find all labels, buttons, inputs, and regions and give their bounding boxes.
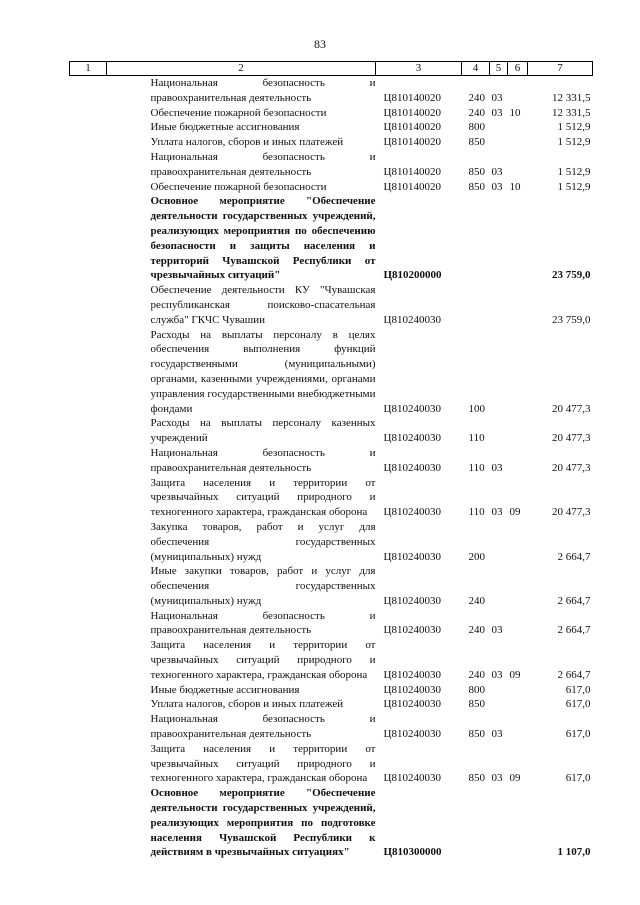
table-row [70,120,593,135]
row-subsection: 10 [509,180,521,193]
row-amount: 23 759,0 [552,313,591,326]
row-code: Ц810240030 [383,624,441,637]
row-section [490,697,508,712]
row-name: Национальная безопасность и правоохранительная деятельность [150,713,376,741]
row-subsection: 09 [509,506,521,519]
row-name: Расходы на выплаты персоналу казенных учреждений [150,417,376,445]
row-code: Ц810140020 [383,106,441,119]
row-name: Обеспечение пожарной безопасности [150,106,327,119]
row-spacer [70,564,107,608]
table-row [70,328,593,417]
table-row [70,786,593,860]
row-subsection [508,446,528,476]
row-spacer [70,76,107,106]
row-expense-type: 800 [468,121,485,134]
row-section [490,135,508,150]
table-row [70,180,593,195]
row-code: Ц810240030 [383,550,441,563]
row-name: Основное мероприятие "Обеспечение деятельности государственных учреждений, реализующих мероприятия по обеспечению безопасности и защиты населения и территорий Чувашской Республики от чрезвычайных ситуаций" [150,195,376,282]
row-section [490,786,508,860]
row-spacer [70,106,107,121]
row-subsection [508,135,528,150]
row-expense-type: 240 [468,668,485,681]
row-section: 03 [491,165,503,178]
table-row [70,194,593,283]
row-expense-type [462,283,490,327]
row-expense-type: 240 [468,594,485,607]
row-expense-type: 240 [468,624,485,637]
row-code: Ц810240030 [383,772,441,785]
table-row [70,520,593,564]
column-number: 1 [70,62,107,76]
row-name: Защита населения и территории от чрезвычайных ситуаций природного и техногенного характера, гражданская оборона [150,476,376,519]
row-amount: 20 477,3 [552,461,591,474]
row-spacer [70,135,107,150]
table-row [70,106,593,121]
row-spacer [70,609,107,639]
row-subsection [508,520,528,564]
row-expense-type: 850 [468,728,485,741]
row-expense-type: 240 [468,106,485,119]
row-section [490,520,508,564]
row-subsection [508,194,528,283]
row-spacer [70,697,107,712]
row-name: Защита населения и территории от чрезвычайных ситуаций природного и техногенного характера, гражданская оборона [150,742,376,785]
column-number: 7 [528,62,593,76]
row-section: 03 [491,461,503,474]
row-amount: 2 664,7 [557,668,591,681]
row-spacer [70,638,107,682]
table-row [70,609,593,639]
row-code: Ц810240030 [383,594,441,607]
row-name: Национальная безопасность и правоохранительная деятельность [150,446,376,474]
row-expense-type: 110 [468,461,485,474]
table-row [70,683,593,698]
row-expense-type: 850 [468,772,485,785]
row-code: Ц810240030 [383,683,441,696]
column-number: 5 [490,62,508,76]
row-expense-type: 240 [468,91,485,104]
row-amount: 617,0 [565,772,591,785]
row-expense-type [462,194,490,283]
row-expense-type: 850 [468,698,485,711]
row-spacer [70,520,107,564]
row-section: 03 [491,728,503,741]
row-name: Расходы на выплаты персоналу в целях обеспечения выполнения функций государственными (муниципальными) органами, казенными учреждениями, органами управления государственными внебюджетными фондами [150,328,376,415]
row-code: Ц810240030 [383,698,441,711]
row-code: Ц810240030 [383,506,441,519]
row-expense-type [462,786,490,860]
row-name: Основное мероприятие "Обеспечение деятельности государственных учреждений, реализующих мероприятия по подготовке населения Чувашской Республики к действиям в чрезвычайных ситуациях" [150,787,376,859]
row-section [490,194,508,283]
row-code: Ц810240030 [383,461,441,474]
row-amount: 20 477,3 [552,402,591,415]
table-row [70,712,593,742]
row-name: Защита населения и территории от чрезвычайных ситуаций природного и техногенного характера, гражданская оборона [150,639,376,681]
table-row [70,742,593,786]
row-section: 03 [491,668,503,681]
row-subsection [508,76,528,106]
row-spacer [70,328,107,417]
row-name: Иные бюджетные ассигнования [150,121,300,134]
row-spacer [70,446,107,476]
row-subsection [508,328,528,417]
row-expense-type: 850 [468,180,485,193]
row-section: 03 [491,91,503,104]
table-row [70,638,593,682]
row-name: Национальная безопасность и правоохранительная деятельность [150,150,376,178]
row-spacer [70,120,107,135]
row-amount: 20 477,3 [552,506,591,519]
row-code: Ц810240030 [383,668,441,681]
row-name: Иные бюджетные ассигнования [150,683,300,696]
column-number-row [70,62,593,76]
budget-table [69,61,593,860]
row-name: Уплата налогов, сборов и иных платежей [150,698,344,711]
row-amount: 1 107,0 [557,846,591,859]
row-subsection [508,283,528,327]
row-subsection: 09 [509,668,521,681]
row-section [490,328,508,417]
row-amount: 2 664,7 [557,594,591,607]
row-section [490,416,508,446]
row-name: Обеспечение пожарной безопасности [150,180,327,193]
table-row [70,135,593,150]
row-code: Ц810140020 [383,165,441,178]
column-number: 4 [462,62,490,76]
row-code: Ц810140020 [383,180,441,193]
column-number: 2 [107,62,376,76]
row-amount: 617,0 [565,698,591,711]
row-subsection [508,712,528,742]
row-subsection [508,564,528,608]
row-section: 03 [491,106,503,119]
row-amount: 617,0 [565,683,591,696]
row-name: Национальная безопасность и правоохранительная деятельность [150,609,376,637]
row-spacer [70,786,107,860]
row-spacer [70,742,107,786]
row-code: Ц810240030 [383,313,441,326]
row-spacer [70,194,107,283]
column-number: 6 [508,62,528,76]
row-subsection [508,416,528,446]
row-name: Иные закупки товаров, работ и услуг для обеспечения государственных (муниципальных) нужд [150,565,376,607]
table-row [70,416,593,446]
row-amount: 12 331,5 [552,91,591,104]
table-row [70,476,593,520]
row-spacer [70,683,107,698]
row-spacer [70,283,107,327]
row-subsection [508,683,528,698]
row-spacer [70,180,107,195]
row-name: Закупка товаров, работ и услуг для обеспечения государственных (муниципальных) нужд [150,520,376,563]
table-row [70,150,593,180]
row-section: 03 [491,624,503,637]
row-expense-type: 200 [468,550,485,563]
row-section [490,564,508,608]
row-amount: 2 664,7 [557,550,591,563]
row-subsection [508,150,528,180]
row-expense-type: 800 [468,683,485,696]
row-expense-type: 100 [468,402,485,415]
row-code: Ц810140020 [383,121,441,134]
table-row [70,76,593,106]
row-expense-type: 110 [468,432,485,445]
row-subsection [508,120,528,135]
row-amount: 1 512,9 [557,136,591,149]
table-row [70,697,593,712]
row-section [490,120,508,135]
row-section: 03 [491,506,503,519]
row-subsection [508,786,528,860]
row-amount: 20 477,3 [552,432,591,445]
table-row [70,564,593,608]
row-amount: 23 759,0 [552,269,591,282]
row-section: 03 [491,772,503,785]
row-name: Уплата налогов, сборов и иных платежей [150,136,344,149]
row-code: Ц810240030 [383,402,441,415]
row-code: Ц810140020 [383,136,441,149]
row-expense-type: 850 [468,165,485,178]
row-code: Ц810240030 [383,432,441,445]
row-amount: 2 664,7 [557,624,591,637]
column-number: 3 [376,62,462,76]
table-row [70,446,593,476]
row-amount: 1 512,9 [557,180,591,193]
row-expense-type: 850 [468,136,485,149]
row-spacer [70,416,107,446]
row-expense-type: 110 [468,506,485,519]
row-code: Ц810140020 [383,91,441,104]
row-section: 03 [491,180,503,193]
row-amount: 617,0 [565,728,591,741]
row-code: Ц810200000 [383,269,442,282]
row-code: Ц810240030 [383,728,441,741]
row-subsection: 09 [509,772,521,785]
table-row [70,283,593,327]
row-name: Национальная безопасность и правоохранительная деятельность [150,77,376,104]
row-code: Ц810300000 [383,846,442,859]
row-spacer [70,712,107,742]
row-amount: 12 331,5 [552,106,591,119]
page-number: 83 [314,37,326,51]
row-subsection [508,697,528,712]
row-amount: 1 512,9 [557,165,591,178]
row-amount: 1 512,9 [557,121,591,134]
row-name: Обеспечение деятельности КУ "Чувашская республиканская поисково-спасательная служба" ГКЧС Чувашии [150,284,376,326]
row-section [490,683,508,698]
row-subsection: 10 [509,106,521,119]
row-spacer [70,476,107,520]
table-body [70,76,593,861]
row-spacer [70,150,107,180]
row-section [490,283,508,327]
row-subsection [508,609,528,639]
